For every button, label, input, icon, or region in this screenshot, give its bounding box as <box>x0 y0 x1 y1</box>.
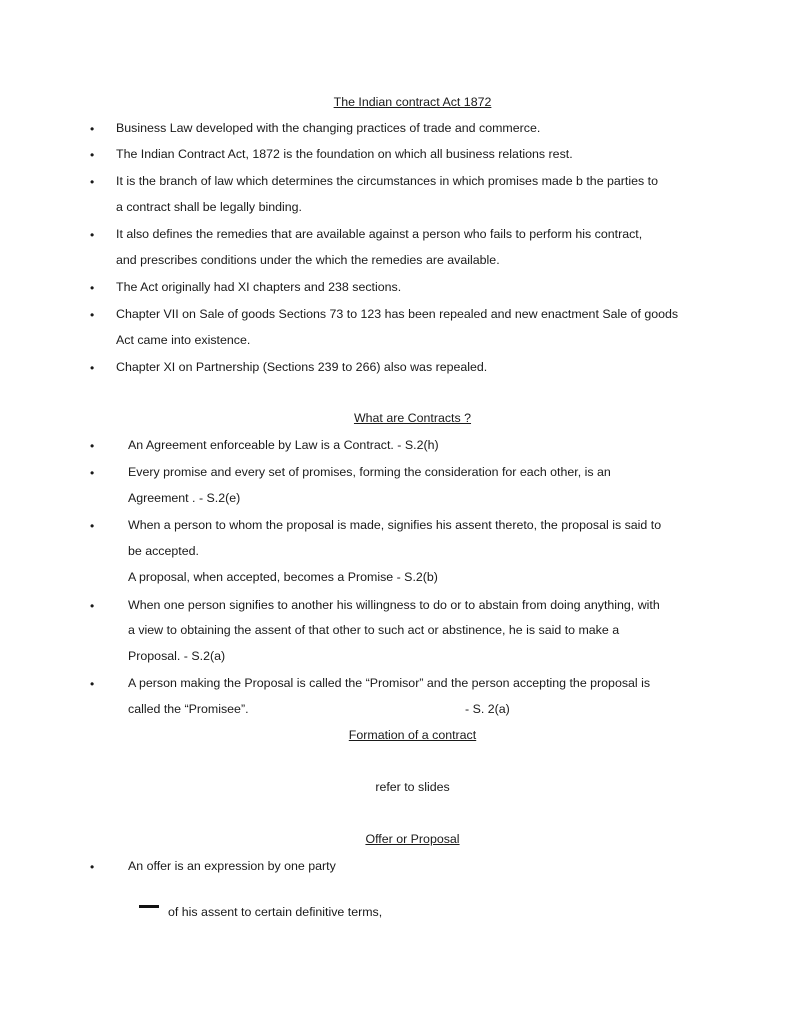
list-item-continuation: be accepted. <box>128 544 199 558</box>
list-item: Every promise and every set of promises, forming the consideration for each other, is an <box>128 465 611 479</box>
bullet-icon: • <box>90 228 95 242</box>
bullet-icon: • <box>90 439 95 453</box>
list-item-continuation: a view to obtaining the assent of that other to such act or abstinence, he is said to make a <box>128 623 620 637</box>
bullet-icon: • <box>90 361 95 375</box>
list-item: When one person signifies to another his willingness to do or to abstain from doing anything, with <box>128 598 660 612</box>
section-heading-act: The Indian contract Act 1872 <box>333 95 492 109</box>
section-heading-contracts: What are Contracts ? <box>353 411 472 425</box>
list-item: It also defines the remedies that are available against a person who fails to perform his contract, <box>116 227 643 241</box>
note-text: refer to slides <box>375 780 450 794</box>
bullet-icon: • <box>90 599 95 613</box>
list-item: Chapter XI on Partnership (Sections 239 to 266) also was repealed. <box>116 360 488 374</box>
list-item: When a person to whom the proposal is made, signifies his assent thereto, the proposal is said to <box>128 518 662 532</box>
bullet-icon: • <box>90 519 95 533</box>
bullet-icon: • <box>90 860 95 874</box>
section-reference: - S. 2(a) <box>465 702 510 716</box>
list-item-continuation: and prescribes conditions under the which the remedies are available. <box>116 253 500 267</box>
list-item: Chapter VII on Sale of goods Sections 73 to 123 has been repealed and new enactment Sale of goods <box>116 307 679 321</box>
list-item-continuation: Proposal. - S.2(a) <box>128 649 226 663</box>
bullet-icon: • <box>90 466 95 480</box>
list-item-continuation: Agreement . - S.2(e) <box>128 491 241 505</box>
list-item: A person making the Proposal is called the “Promisor” and the person accepting the proposal is <box>128 676 651 690</box>
bullet-icon: • <box>90 175 95 189</box>
list-item: The Act originally had XI chapters and 238 sections. <box>116 280 402 294</box>
list-item-continuation: Act came into existence. <box>116 333 251 347</box>
section-heading-offer: Offer or Proposal <box>365 832 460 846</box>
list-item: Business Law developed with the changing practices of trade and commerce. <box>116 121 541 135</box>
bullet-icon: • <box>90 308 95 322</box>
bullet-icon: • <box>90 122 95 136</box>
list-item: An offer is an expression by one party <box>128 859 336 873</box>
section-heading-formation: Formation of a contract <box>348 728 477 742</box>
list-item: An Agreement enforceable by Law is a Contract. - S.2(h) <box>128 438 439 452</box>
dash-icon <box>139 905 159 908</box>
sub-list-item: of his assent to certain definitive terms, <box>168 905 383 919</box>
bullet-icon: • <box>90 677 95 691</box>
list-item: The Indian Contract Act, 1872 is the foundation on which all business relations rest. <box>116 147 573 161</box>
bullet-icon: • <box>90 148 95 162</box>
list-item: It is the branch of law which determines the circumstances in which promises made b the parties to <box>116 174 658 188</box>
bullet-icon: • <box>90 281 95 295</box>
list-item-continuation: called the “Promisee”. <box>128 702 249 716</box>
list-item-continuation: a contract shall be legally binding. <box>116 200 302 214</box>
list-item-continuation: A proposal, when accepted, becomes a Promise - S.2(b) <box>128 570 438 584</box>
